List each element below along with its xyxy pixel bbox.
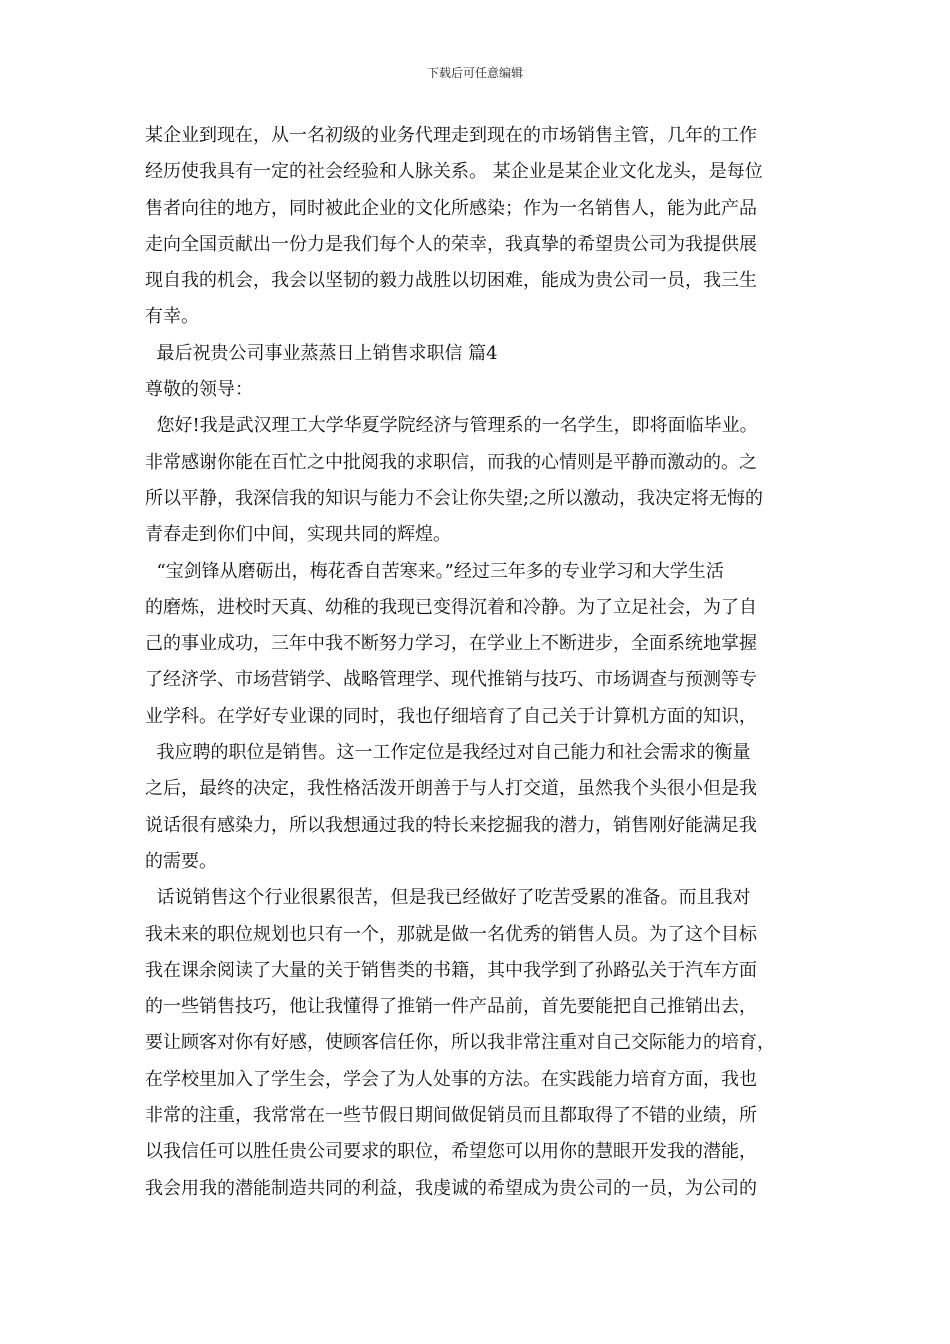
- text-line: 要让顾客对你有好感，使顾客信任你，所以我非常注重对自己交际能力的培育，: [145, 1032, 775, 1054]
- text-line: 以我信任可以胜任贵公司要求的职位，希望您可以用你的慧眼开发我的潜能，: [145, 1141, 757, 1163]
- text-line: 售者向往的地方，同时被此企业的文化所感染；作为一名销售人，能为此产品: [145, 197, 757, 219]
- text-line: 青春走到你们中间，实现共同的辉煌。: [145, 524, 451, 546]
- text-line: 的一些销售技巧，他让我懂得了推销一件产品前，首先要能把自己推销出去，: [145, 996, 757, 1018]
- text-line: 有幸。: [145, 306, 199, 328]
- text-line: 业学科。在学好专业课的同时，我也仔细培育了自己关于计算机方面的知识，: [145, 705, 757, 727]
- text-line: 我应聘的职位是销售。这一工作定位是我经过对自己能力和社会需求的衡量: [145, 742, 751, 764]
- text-line: 经历使我具有一定的社会经验和人脉关系。 某企业是某企业文化龙头，是每位: [145, 161, 763, 183]
- salutation: 尊敬的领导：: [145, 379, 253, 401]
- text-line: 某企业到现在，从一名初级的业务代理走到现在的市场销售主管，几年的工作: [145, 125, 757, 146]
- text-line: 在学校里加入了学生会，学会了为人处事的方法。在实践能力培育方面，我也: [145, 1068, 757, 1090]
- text-line: 之后，最终的决定，我性格活泼开朗善于与人打交道，虽然我个头很小但是我: [145, 778, 757, 800]
- text-line: 非常感谢你能在百忙之中批阅我的求职信，而我的心情则是平静而激动的。之: [145, 451, 757, 473]
- section-heading: 最后祝贵公司事业蒸蒸日上销售求职信 篇4: [145, 342, 498, 364]
- page-header: 下载后可任意编辑: [426, 66, 523, 80]
- text-line: 所以平静，我深信我的知识与能力不会让你失望;之所以激动，我决定将无悔的: [145, 487, 764, 509]
- text-line: 非常的注重，我常常在一些节假日期间做促销员而且都取得了不错的业绩，所: [145, 1105, 757, 1127]
- text-line: 的需要。: [145, 850, 217, 872]
- text-line: 现自我的机会，我会以坚韧的毅力战胜以切困难，能成为贵公司一员，我三生: [145, 270, 757, 292]
- text-line: “宝剑锋从磨砺出，梅花香自苦寒来。”经过三年多的专业学习和大学生活: [145, 560, 724, 582]
- text-line: 的磨炼，进校时天真、幼稚的我现已变得沉着和冷静。为了立足社会，为了自: [145, 596, 757, 618]
- document-body: [145, 118, 825, 1207]
- text-line: 己的事业成功，三年中我不断努力学习，在学业上不断进步，全面系统地掌握: [145, 633, 757, 655]
- text-line: 了经济学、市场营销学、战略管理学、现代推销与技巧、市场调查与预测等专: [145, 669, 757, 691]
- text-line: 话说销售这个行业很累很苦，但是我已经做好了吃苦受累的准备。而且我对: [145, 887, 751, 909]
- text-line: 说话很有感染力，所以我想通过我的特长来挖掘我的潜力，销售刚好能满足我: [145, 814, 757, 836]
- text-line: 走向全国贡献出一份力是我们每个人的荣幸，我真挚的希望贵公司为我提供展: [145, 233, 757, 255]
- text-line: 我会用我的潜能制造共同的利益，我虔诚的希望成为贵公司的一员，为公司的: [145, 1177, 757, 1199]
- text-line: 您好!我是武汉理工大学华夏学院经济与管理系的一名学生，即将面临毕业。: [145, 415, 758, 437]
- text-line: 我未来的职位规划也只有一个，那就是做一名优秀的销售人员。为了这个目标: [145, 923, 757, 945]
- text-line: 我在课余阅读了大量的关于销售类的书籍，其中我学到了孙路弘关于汽车方面: [145, 959, 757, 981]
